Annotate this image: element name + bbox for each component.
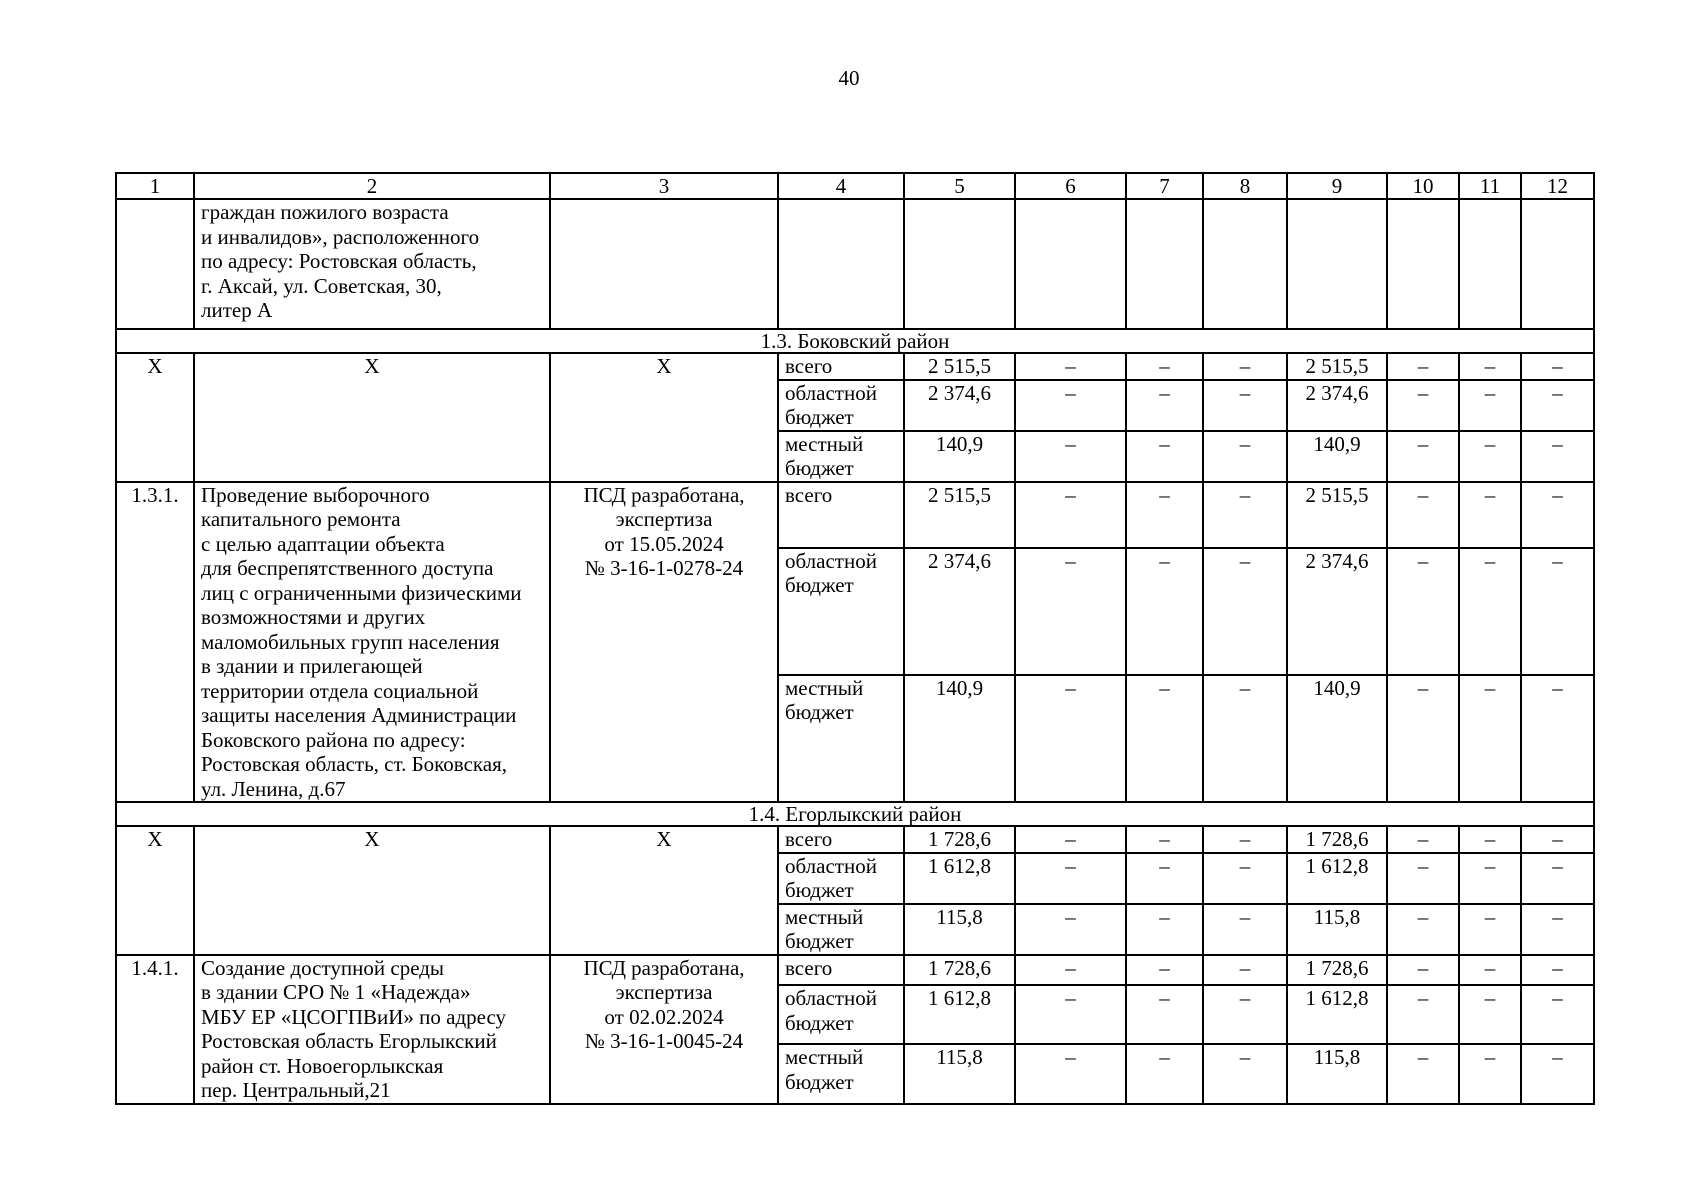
table-cell xyxy=(1015,199,1126,329)
column-header: 7 xyxy=(1126,173,1203,199)
program-table xyxy=(115,172,1595,1105)
dash-cell: – xyxy=(1387,431,1459,482)
dash-cell: – xyxy=(1459,482,1521,548)
dash-cell: – xyxy=(1521,1044,1594,1103)
dash-cell: – xyxy=(1126,985,1203,1044)
item-name: Создание доступной среды в здании СРО № 1 «Надежда» МБУ ЕР «ЦСОГПВиИ» по адресу Ростовская область Егорлыкский район ст. Новоегорлыкская пер. Центральный,21 xyxy=(194,955,550,1104)
dash-cell: – xyxy=(1387,826,1459,853)
dash-cell: – xyxy=(1387,675,1459,802)
column-header: 1 xyxy=(116,173,194,199)
funding-source-label: всего xyxy=(778,482,904,548)
section-title: 1.4. Егорлыкский район xyxy=(116,802,1594,826)
funding-source-label: всего xyxy=(778,955,904,986)
dash-cell: – xyxy=(1521,353,1594,380)
column-header: 9 xyxy=(1287,173,1387,199)
dash-cell: – xyxy=(1387,380,1459,431)
amount-total: 1 612,8 xyxy=(904,853,1015,904)
dash-cell: – xyxy=(1015,431,1126,482)
amount-total: 115,8 xyxy=(904,904,1015,955)
dash-cell: – xyxy=(1459,380,1521,431)
dash-cell: – xyxy=(1521,904,1594,955)
item-number: 1.4.1. xyxy=(116,955,194,1104)
dash-cell: – xyxy=(1387,548,1459,675)
dash-cell: – xyxy=(1015,548,1126,675)
section-header-row xyxy=(116,802,1594,826)
dash-cell: – xyxy=(1459,353,1521,380)
dash-cell: – xyxy=(1203,675,1287,802)
dash-cell: – xyxy=(1126,955,1203,986)
dash-cell: – xyxy=(1521,853,1594,904)
table-cell xyxy=(116,199,194,329)
amount-year: 2 374,6 xyxy=(1287,380,1387,431)
dash-cell: – xyxy=(1126,826,1203,853)
table-cell xyxy=(1387,199,1459,329)
amount-year: 1 728,6 xyxy=(1287,955,1387,986)
section-title: 1.3. Боковский район xyxy=(116,329,1594,353)
dash-cell: – xyxy=(1126,548,1203,675)
dash-cell: – xyxy=(1015,675,1126,802)
dash-cell: – xyxy=(1015,955,1126,986)
dash-cell: – xyxy=(1521,380,1594,431)
total-marker: Х xyxy=(550,353,778,482)
funding-source-label: местный бюджет xyxy=(778,675,904,802)
dash-cell: – xyxy=(1203,853,1287,904)
dash-cell: – xyxy=(1521,985,1594,1044)
continued-item-name: граждан пожилого возраста и инвалидов», расположенного по адресу: Ростовская область, г. Аксай, ул. Советская, 30, литер А xyxy=(194,199,550,329)
dash-cell: – xyxy=(1126,353,1203,380)
amount-total: 140,9 xyxy=(904,675,1015,802)
amount-total: 2 515,5 xyxy=(904,482,1015,548)
table-cell xyxy=(1126,199,1203,329)
amount-total: 140,9 xyxy=(904,431,1015,482)
dash-cell: – xyxy=(1015,482,1126,548)
dash-cell: – xyxy=(1459,826,1521,853)
dash-cell: – xyxy=(1521,548,1594,675)
item-number: 1.3.1. xyxy=(116,482,194,803)
amount-total: 115,8 xyxy=(904,1044,1015,1103)
dash-cell: – xyxy=(1459,675,1521,802)
column-header: 4 xyxy=(778,173,904,199)
column-header: 3 xyxy=(550,173,778,199)
amount-total: 1 612,8 xyxy=(904,985,1015,1044)
amount-total: 2 374,6 xyxy=(904,380,1015,431)
column-header: 2 xyxy=(194,173,550,199)
amount-year: 1 612,8 xyxy=(1287,985,1387,1044)
column-header: 11 xyxy=(1459,173,1521,199)
dash-cell: – xyxy=(1015,853,1126,904)
dash-cell: – xyxy=(1126,904,1203,955)
amount-total: 2 374,6 xyxy=(904,548,1015,675)
dash-cell: – xyxy=(1203,482,1287,548)
column-header: 8 xyxy=(1203,173,1287,199)
funding-source-label: местный бюджет xyxy=(778,1044,904,1103)
dash-cell: – xyxy=(1459,431,1521,482)
dash-cell: – xyxy=(1387,985,1459,1044)
funding-source-label: областной бюджет xyxy=(778,548,904,675)
dash-cell: – xyxy=(1521,955,1594,986)
table-cell xyxy=(904,199,1015,329)
dash-cell: – xyxy=(1459,985,1521,1044)
amount-year: 1 612,8 xyxy=(1287,853,1387,904)
dash-cell: – xyxy=(1459,548,1521,675)
dash-cell: – xyxy=(1387,904,1459,955)
dash-cell: – xyxy=(1387,482,1459,548)
column-number-header-row xyxy=(116,173,1594,199)
dash-cell: – xyxy=(1126,380,1203,431)
funding-source-label: местный бюджет xyxy=(778,431,904,482)
funding-row xyxy=(116,955,1594,986)
funding-row xyxy=(116,482,1594,548)
total-marker: Х xyxy=(550,826,778,955)
column-header: 10 xyxy=(1387,173,1459,199)
dash-cell: – xyxy=(1015,904,1126,955)
dash-cell: – xyxy=(1203,904,1287,955)
column-header: 6 xyxy=(1015,173,1126,199)
funding-source-label: областной бюджет xyxy=(778,380,904,431)
column-header: 12 xyxy=(1521,173,1594,199)
amount-total: 2 515,5 xyxy=(904,353,1015,380)
continued-row xyxy=(116,199,1594,329)
amount-total: 1 728,6 xyxy=(904,955,1015,986)
dash-cell: – xyxy=(1203,431,1287,482)
dash-cell: – xyxy=(1459,904,1521,955)
dash-cell: – xyxy=(1126,431,1203,482)
amount-year: 2 515,5 xyxy=(1287,353,1387,380)
dash-cell: – xyxy=(1203,826,1287,853)
item-document: ПСД разработана, экспертиза от 15.05.2024 № 3-16-1-0278-24 xyxy=(550,482,778,803)
dash-cell: – xyxy=(1203,1044,1287,1103)
dash-cell: – xyxy=(1203,380,1287,431)
section-header-row xyxy=(116,329,1594,353)
table-cell xyxy=(1459,199,1521,329)
dash-cell: – xyxy=(1459,955,1521,986)
table-cell xyxy=(1287,199,1387,329)
amount-total: 1 728,6 xyxy=(904,826,1015,853)
amount-year: 115,8 xyxy=(1287,1044,1387,1103)
dash-cell: – xyxy=(1015,380,1126,431)
dash-cell: – xyxy=(1015,985,1126,1044)
amount-year: 1 728,6 xyxy=(1287,826,1387,853)
funding-source-label: местный бюджет xyxy=(778,904,904,955)
amount-year: 2 515,5 xyxy=(1287,482,1387,548)
funding-source-label: областной бюджет xyxy=(778,853,904,904)
dash-cell: – xyxy=(1387,853,1459,904)
table-cell xyxy=(550,199,778,329)
dash-cell: – xyxy=(1459,1044,1521,1103)
item-name: Проведение выборочного капитального ремонта с целью адаптации объекта для беспрепятственного доступа лиц с ограниченными физическими возможностями и других маломобильных групп населения в здании и прилегающей территории отдела социальной защиты населения Администрации Боковского района по адресу: Ростовская область, ст. Боковская, ул. Ленина, д.67 xyxy=(194,482,550,803)
amount-year: 115,8 xyxy=(1287,904,1387,955)
dash-cell: – xyxy=(1203,985,1287,1044)
dash-cell: – xyxy=(1015,826,1126,853)
total-marker: Х xyxy=(116,353,194,482)
funding-row xyxy=(116,353,1594,380)
total-marker: Х xyxy=(194,353,550,482)
amount-year: 140,9 xyxy=(1287,675,1387,802)
dash-cell: – xyxy=(1387,1044,1459,1103)
dash-cell: – xyxy=(1126,853,1203,904)
funding-source-label: областной бюджет xyxy=(778,985,904,1044)
dash-cell: – xyxy=(1126,482,1203,548)
dash-cell: – xyxy=(1203,353,1287,380)
dash-cell: – xyxy=(1521,482,1594,548)
total-marker: Х xyxy=(116,826,194,955)
dash-cell: – xyxy=(1521,431,1594,482)
dash-cell: – xyxy=(1521,675,1594,802)
dash-cell: – xyxy=(1126,675,1203,802)
dash-cell: – xyxy=(1203,955,1287,986)
table-cell xyxy=(778,199,904,329)
dash-cell: – xyxy=(1387,353,1459,380)
dash-cell: – xyxy=(1126,1044,1203,1103)
dash-cell: – xyxy=(1015,1044,1126,1103)
dash-cell: – xyxy=(1521,826,1594,853)
dash-cell: – xyxy=(1203,548,1287,675)
funding-row xyxy=(116,826,1594,853)
amount-year: 2 374,6 xyxy=(1287,548,1387,675)
page-number: 40 xyxy=(838,66,860,90)
dash-cell: – xyxy=(1459,853,1521,904)
dash-cell: – xyxy=(1015,353,1126,380)
table-cell xyxy=(1203,199,1287,329)
funding-source-label: всего xyxy=(778,826,904,853)
funding-source-label: всего xyxy=(778,353,904,380)
total-marker: Х xyxy=(194,826,550,955)
dash-cell: – xyxy=(1387,955,1459,986)
column-header: 5 xyxy=(904,173,1015,199)
table-cell xyxy=(1521,199,1594,329)
item-document: ПСД разработана, экспертиза от 02.02.2024 № 3-16-1-0045-24 xyxy=(550,955,778,1104)
amount-year: 140,9 xyxy=(1287,431,1387,482)
